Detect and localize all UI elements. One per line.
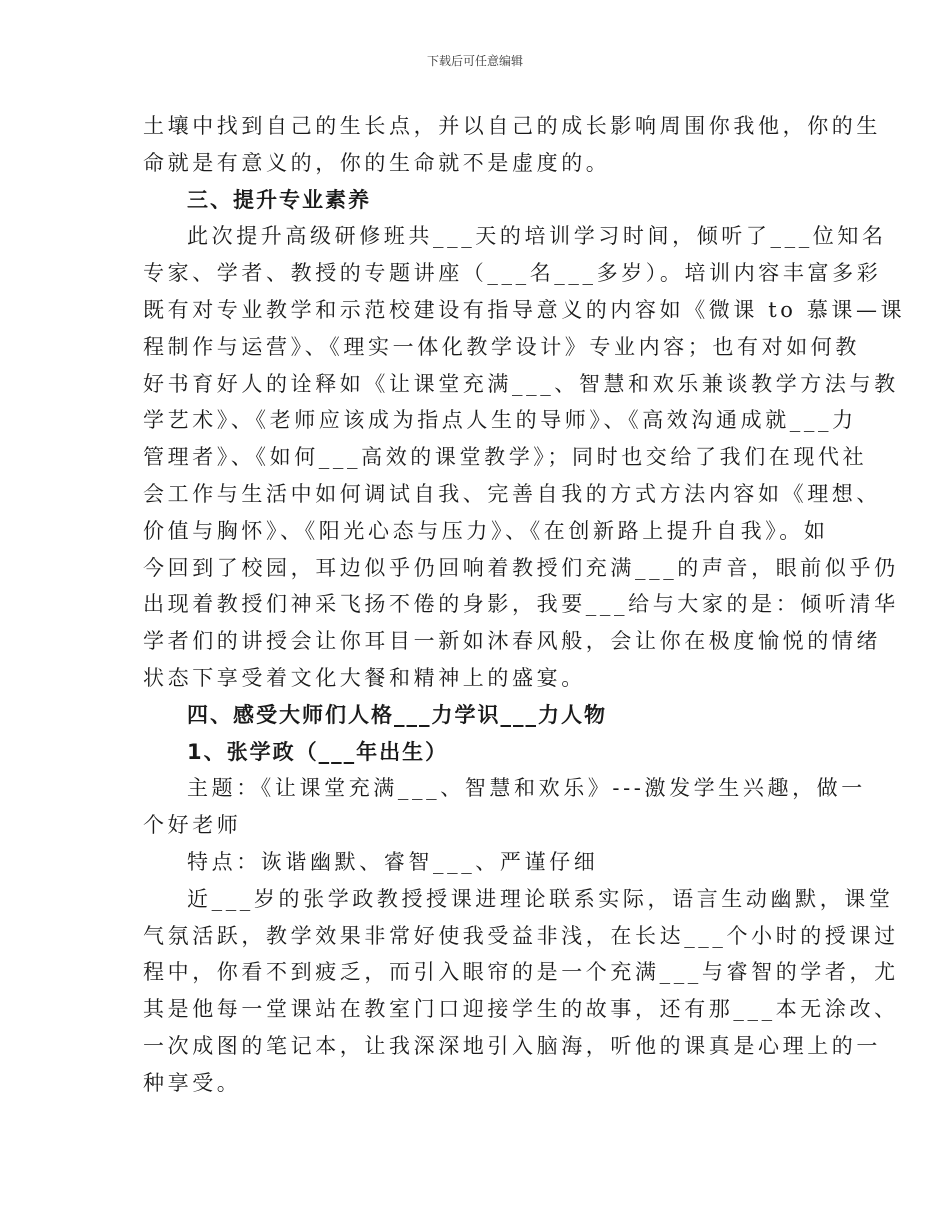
page-header: 下载后可任意编辑 xyxy=(426,54,523,68)
paragraph-line: 学者们的讲授会让你耳目一新如沐春风般，会让你在极度愉悦的情绪 xyxy=(143,629,881,654)
paragraph-line: 学艺术》、《老师应该成为指点人生的导师》、《高效沟通成就___力 xyxy=(143,408,857,433)
paragraph-line: 其是他每一堂课站在教室门口迎接学生的故事，还有那___本无涂改、 xyxy=(143,997,899,1022)
paragraph-line: 出现着教授们神采飞扬不倦的身影，我要___给与大家的是：倾听清华 xyxy=(143,592,899,617)
paragraph-line: 价值与胸怀》、《阳光心态与压力》、《在创新路上提升自我》。如 xyxy=(143,518,829,543)
paragraph-line: 土壤中找到自己的生长点，并以自己的成长影响周围你我他，你的生 xyxy=(143,114,881,138)
subsection-heading-1: 1、张学政（___年出生） xyxy=(187,739,449,764)
paragraph-line: 管理者》、《如何___高效的课堂教学》；同时也交给了我们在现代社 xyxy=(143,445,868,470)
paragraph-line: 个好老师 xyxy=(143,813,242,838)
paragraph-line: 程制作与运营》、《理实一体化教学设计》专业内容；也有对如何教 xyxy=(143,334,860,359)
section-heading-4: 四、感受大师们人格___力学识___力人物 xyxy=(187,702,607,727)
paragraph-line: 今回到了校园，耳边似乎仍回响着教授们充满___的声音，眼前似乎仍 xyxy=(143,555,899,580)
paragraph-line: 一次成图的笔记本，让我深深地引入脑海，听他的课真是心理上的一 xyxy=(143,1033,881,1058)
paragraph-line: 种享受。 xyxy=(143,1070,242,1095)
document-body xyxy=(143,108,906,1102)
paragraph-line: 程中，你看不到疲乏，而引入眼帘的是一个充满___与睿智的学者，尤 xyxy=(143,960,899,985)
paragraph-line: 近___岁的张学政教授授课进理论联系实际，语言生动幽默，课堂 xyxy=(187,886,894,911)
paragraph-line: 好书育好人的诠释如《让课堂充满___、智慧和欢乐兼谈教学方法与教 xyxy=(143,371,899,396)
paragraph-line: 气氛活跃，教学效果非常好使我受益非浅，在长达___个小时的授课过 xyxy=(143,923,899,948)
paragraph-line: 状态下享受着文化大餐和精神上的盛宴。 xyxy=(143,665,586,690)
paragraph-line: 既有对专业教学和示范校建设有指导意义的内容如《微课 to 慕课—课 xyxy=(143,297,906,322)
paragraph-line: 主题：《让课堂充满___、智慧和欢乐》---激发学生兴趣，做一 xyxy=(187,776,866,801)
paragraph-line: 此次提升高级研修班共___天的培训学习时间，倾听了___位知名 xyxy=(187,224,887,249)
section-heading-3: 三、提升专业素养 xyxy=(187,187,371,212)
paragraph-line: 命就是有意义的，你的生命就不是虚度的。 xyxy=(143,150,611,175)
paragraph-line: 会工作与生活中如何调试自我、完善自我的方式方法内容如《理想、 xyxy=(143,481,881,506)
paragraph-line: 特点：诙谐幽默、睿智___、严谨仔细 xyxy=(187,849,599,874)
paragraph-line: 专家、学者、教授的专题讲座（___名___多岁）。培训内容丰富多彩 xyxy=(143,261,882,286)
